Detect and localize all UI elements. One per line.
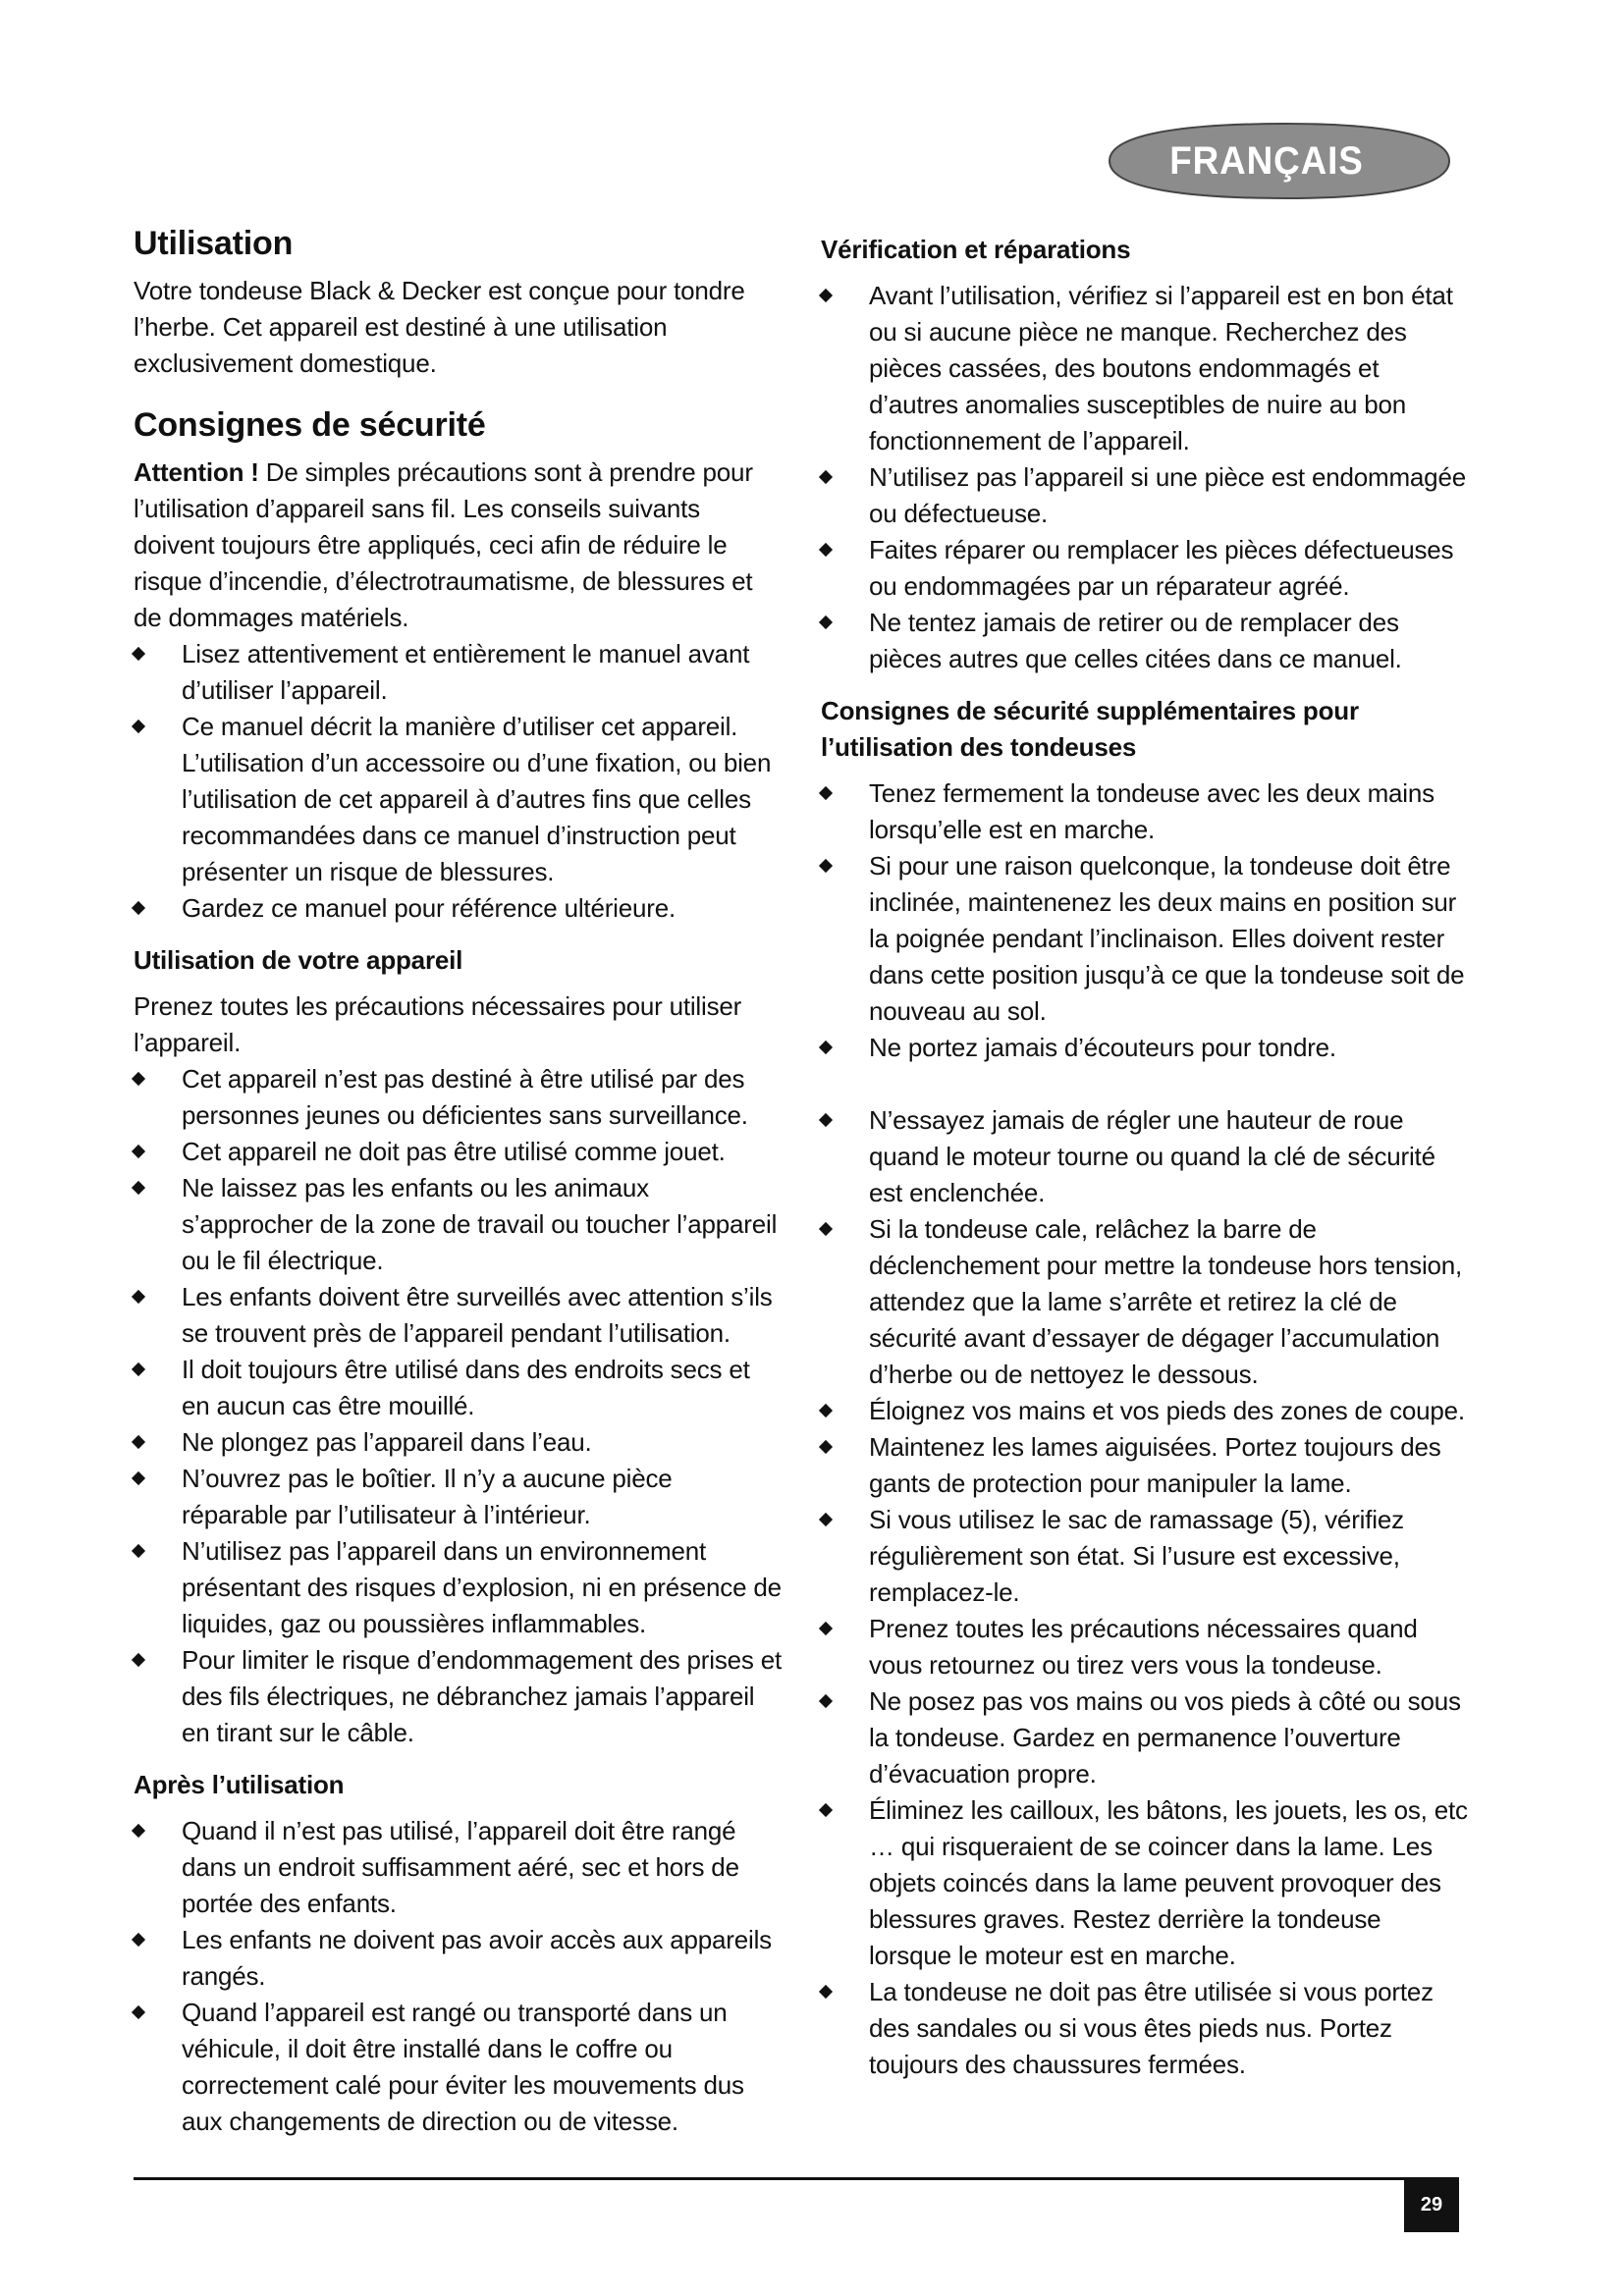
diamond-bullet-icon [132, 647, 145, 661]
left-column [134, 222, 782, 2140]
diamond-bullet-icon [819, 1513, 833, 1526]
diamond-bullet-icon [132, 1145, 145, 1158]
diamond-bullet-icon [819, 1985, 833, 1999]
list-item: Les enfants doivent être surveillés avec attention s’ils se trouvent près de l’appareil pendant l’utilisation. [134, 1279, 782, 1352]
diamond-bullet-icon [819, 470, 833, 484]
diamond-bullet-icon [819, 543, 833, 557]
list-item: Les enfants ne doivent pas avoir accès aux appareils rangés. [134, 1922, 782, 1995]
diamond-bullet-icon [132, 901, 145, 915]
diamond-bullet-icon [819, 615, 833, 629]
attention-label: Attention ! [134, 457, 259, 487]
diamond-bullet-icon [132, 1290, 145, 1304]
diamond-bullet-icon [132, 1362, 145, 1376]
language-badge [1080, 120, 1453, 202]
diamond-bullet-icon [132, 1544, 145, 1558]
diamond-bullet-icon [132, 720, 145, 733]
footer-rule [134, 2177, 1459, 2180]
diamond-bullet-icon [132, 1435, 145, 1449]
list-item: Pour limiter le risque d’endommagement des prises et des fils électriques, ne débranchez jamais l’appareil en tirant sur le câble. [134, 1642, 782, 1751]
diamond-bullet-icon [819, 1113, 833, 1127]
list-item: Ne laissez pas les enfants ou les animaux s’approcher de la zone de travail ou toucher l’appareil ou le fil électrique. [134, 1170, 782, 1279]
list-item: N’essayez jamais de régler une hauteur de roue quand le moteur tourne ou quand la clé de sécurité est enclenchée. [821, 1102, 1469, 1211]
list-item: N’utilisez pas l’appareil dans un environnement présentant des risques d’explosion, ni en présence de liquides, gaz ou poussières inflammables. [134, 1533, 782, 1642]
diamond-bullet-icon [132, 1824, 145, 1838]
list-item: Ne posez pas vos mains ou vos pieds à côté ou sous la tondeuse. Gardez en permanence l’ouverture d’évacuation propre. [821, 1683, 1469, 1792]
list-item: Si la tondeuse cale, relâchez la barre de déclenchement pour mettre la tondeuse hors tension, attendez que la lame s’arrête et retirez la clé de sécurité avant d’essayer de dégager l’accumulation d’herbe ou de nettoyez le dessous. [821, 1211, 1469, 1393]
utilisation-heading: Utilisation [134, 225, 294, 262]
list-item: N’utilisez pas l’appareil si une pièce est endommagée ou défectueuse. [821, 459, 1469, 532]
diamond-bullet-icon [819, 1622, 833, 1635]
diamond-bullet-icon [132, 1653, 145, 1667]
diamond-bullet-icon [819, 289, 833, 302]
list-spacer [821, 1066, 1469, 1102]
utilisation-text: Votre tondeuse Black & Decker est conçue pour tondre l’herbe. Cet appareil est destiné à une utilisation exclusivement domestique. [134, 276, 745, 378]
list-item: Maintenez les lames aiguisées. Portez toujours des gants de protection pour manipuler la lame. [821, 1429, 1469, 1502]
diamond-bullet-icon [819, 1440, 833, 1454]
attention-paragraph [134, 454, 782, 636]
consignes-heading: Consignes de sécurité [134, 406, 486, 444]
list-item: Il doit toujours être utilisé dans des endroits secs et en aucun cas être mouillé. [134, 1352, 782, 1424]
list-item: La tondeuse ne doit pas être utilisée si vous portez des sandales ou si vous êtes pieds nus. Portez toujours des chaussures fermées. [821, 1974, 1469, 2083]
list-item: Ce manuel décrit la manière d’utiliser cet appareil. L’utilisation d’un accessoire ou d’une fixation, ou bien l’utilisation de cet appareil à d’autres fins que celles recommandées dans ce manuel d’instruction peut présenter un risque de blessures. [134, 709, 782, 890]
list-item: Ne portez jamais d’écouteurs pour tondre. [821, 1030, 1469, 1066]
supplementary-list-a [821, 775, 1469, 1066]
list-item: Quand l’appareil est rangé ou transporté dans un véhicule, il doit être installé dans le coffre ou correctement calé pour éviter les mouvements dus aux changements de direction ou de vitesse. [134, 1995, 782, 2140]
page-number: 29 [1404, 2177, 1459, 2232]
list-item: Ne tentez jamais de retirer ou de remplacer des pièces autres que celles citées dans ce manuel. [821, 605, 1469, 677]
apres-heading: Après l’utilisation [134, 1770, 345, 1799]
list-item: Cet appareil ne doit pas être utilisé comme jouet. [134, 1134, 782, 1170]
diamond-bullet-icon [819, 786, 833, 800]
votre-appareil-heading: Utilisation de votre appareil [134, 945, 463, 975]
list-item: Éliminez les cailloux, les bâtons, les jouets, les os, etc … qui risqueraient de se coincer dans la lame. Les objets coincés dans la lame peuvent provoquer des blessures graves. Restez derrière la tondeuse lorsque le moteur est en marche. [821, 1792, 1469, 1974]
list-item: Si pour une raison quelconque, la tondeuse doit être inclinée, maintenenez les deux mains en position sur la poignée pendant l’inclinaison. Elles doivent rester dans cette position jusqu’à ce que la tondeuse soit de nouveau au sol. [821, 848, 1469, 1030]
right-column [821, 232, 1469, 2083]
list-item: Faites réparer ou remplacer les pièces défectueuses ou endommagées par un réparateur agréé. [821, 532, 1469, 605]
diamond-bullet-icon [132, 1471, 145, 1485]
list-item: Quand il n’est pas utilisé, l’appareil doit être rangé dans un endroit suffisamment aéré, sec et hors de portée des enfants. [134, 1813, 782, 1922]
list-item: Prenez toutes les précautions nécessaires quand vous retournez ou tirez vers vous la tondeuse. [821, 1611, 1469, 1683]
list-item: Cet appareil n’est pas destiné à être utilisé par des personnes jeunes ou déficientes sans surveillance. [134, 1061, 782, 1134]
apres-list [134, 1813, 782, 2140]
list-item: N’ouvrez pas le boîtier. Il n’y a aucune pièce réparable par l’utilisateur à l’intérieur. [134, 1461, 782, 1533]
list-item: Tenez fermement la tondeuse avec les deux mains lorsqu’elle est en marche. [821, 775, 1469, 848]
verification-list [821, 278, 1469, 677]
diamond-bullet-icon [819, 859, 833, 873]
diamond-bullet-icon [132, 1181, 145, 1195]
diamond-bullet-icon [132, 1072, 145, 1086]
list-item: Lisez attentivement et entièrement le manuel avant d’utiliser l’appareil. [134, 636, 782, 709]
attention-text: De simples précautions sont à prendre pour l’utilisation d’appareil sans fil. Les conseils suivants doivent toujours être appliqués, ceci afin de réduire le risque d’incendie, d’électrotraumatisme, de blessures et de dommages matériels. [134, 457, 753, 632]
supplementary-list-b [821, 1102, 1469, 2083]
diamond-bullet-icon [819, 1803, 833, 1817]
votre-appareil-text: Prenez toutes les précautions nécessaires pour utiliser l’appareil. [134, 991, 742, 1057]
verification-heading: Vérification et réparations [821, 235, 1131, 264]
diamond-bullet-icon [132, 2005, 145, 2019]
list-item: Gardez ce manuel pour référence ultérieure. [134, 890, 782, 927]
diamond-bullet-icon [819, 1404, 833, 1417]
votre-appareil-list [134, 1061, 782, 1751]
consignes-list [134, 636, 782, 927]
list-item: Si vous utilisez le sac de ramassage (5), vérifiez régulièrement son état. Si l’usure est excessive, remplacez-le. [821, 1502, 1469, 1611]
language-label: FRANÇAIS [1169, 139, 1364, 183]
diamond-bullet-icon [132, 1933, 145, 1947]
list-item: Avant l’utilisation, vérifiez si l’appareil est en bon état ou si aucune pièce ne manque. Recherchez des pièces cassées, des boutons endommagés et d’autres anomalies susceptibles de nuire au bon fonctionnement de l’appareil. [821, 278, 1469, 459]
supplementary-heading: Consignes de sécurité supplémentaires pour l’utilisation des tondeuses [821, 696, 1359, 762]
diamond-bullet-icon [819, 1222, 833, 1236]
list-item: Ne plongez pas l’appareil dans l’eau. [134, 1424, 782, 1461]
diamond-bullet-icon [819, 1041, 833, 1054]
diamond-bullet-icon [819, 1694, 833, 1708]
list-item: Éloignez vos mains et vos pieds des zones de coupe. [821, 1393, 1469, 1429]
